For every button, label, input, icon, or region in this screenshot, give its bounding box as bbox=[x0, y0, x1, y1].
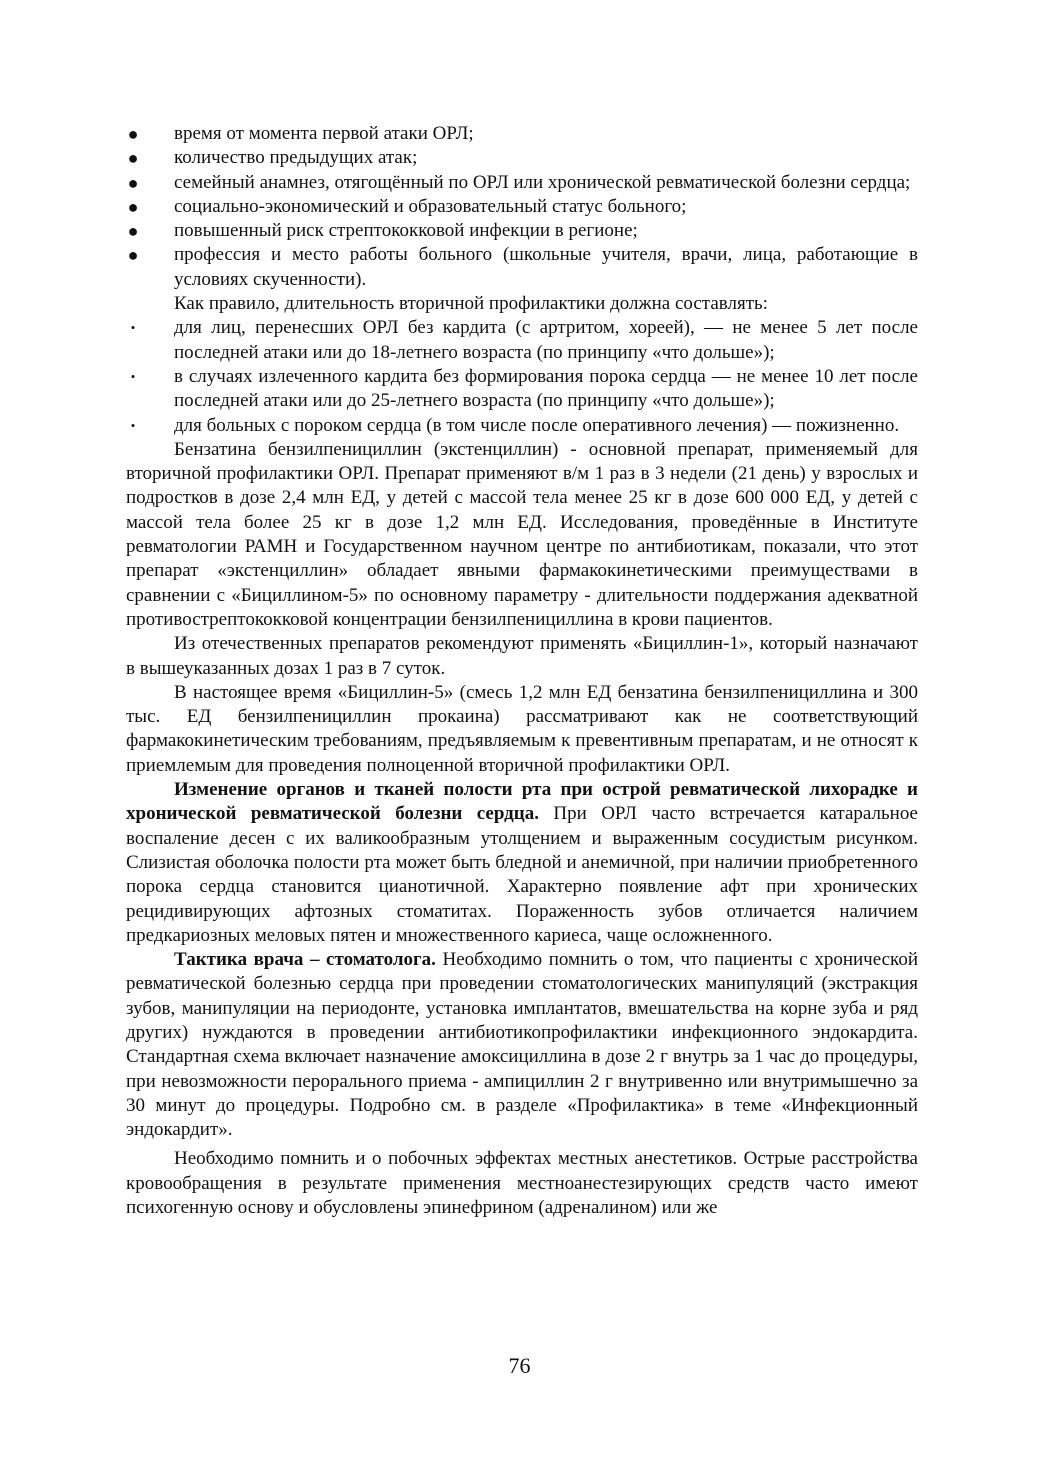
section-heading: Изменение органов и тканей полости рта при острой ревматической лихорадке и хронической ревматической болезни сердца. bbox=[126, 779, 918, 825]
paragraph-benzatin: Бензатина бензилпенициллин (экстенциллин) - основной препарат, применяемый для вторичной профилактики ОРЛ. Препарат применяют в/м 1 раз в 3 недели (21 день) у взрослых и подростков в дозе 2,4 млн ЕД, у детей с массой тела менее 25 кг в дозе 600 000 ЕД, у детей с массой тела более 25 кг в дозе 1,2 млн ЕД. Исследования, проведённые в Институте ревматологии РАМН и Государственном научном центре по антибиотикам, показали, что этот препарат «экстенциллин» обладает явными фармакокинетическими преимуществами в сравнении с «Бициллином-5» по основному параметру - длительности поддержания адекватной противострептококковой концентрации бензилпенициллина в крови пациентов. bbox=[126, 438, 918, 630]
bullet-icon: ● bbox=[127, 196, 139, 217]
list-item-text: повышенный риск стрептококковой инфекции в регионе; bbox=[174, 220, 638, 242]
list-item-text: для лиц, перенесших ОРЛ без кардита (с артритом, хореей), — не менее 5 лет после последней атаки или до 18-летнего возраста (по принципу «что дольше»); bbox=[174, 317, 918, 363]
list-item bbox=[126, 365, 918, 414]
bullet-icon: ● bbox=[127, 124, 139, 144]
paragraph-text: При ОРЛ часто встречается катаральное воспаление десен с их валикообразным утолщением и выраженным сосудистым рисунком. Слизистая оболочка полости рта может быть бледной и анемичной, при наличии приобретенного порока сердца становится цианотичной. Характерно появление афт при хронических рецидивирующих афтозных стоматитах. Пораженность зубов отличается наличием предкариозных меловых пятен и множественного кариеса, чаще осложненного. bbox=[126, 803, 918, 946]
list-item-text: профессия и место работы больного (школьные учителя, врачи, лица, работающие в условиях скученности). bbox=[174, 244, 918, 290]
list-item-text: в случаях излеченного кардита без формирования порока сердца — не менее 10 лет после последней атаки или до 25-летнего возраста (по принципу «что дольше»); bbox=[174, 365, 918, 412]
paragraph-anesthetics: Необходимо помнить и о побочных эффектах местных анестетиков. Острые расстройства кровообращения в результате применения местноанестезирующих средств часто имеют психогенную основу и обусловлены эпинефрином (адреналином) или же bbox=[126, 1148, 918, 1219]
paragraph-bicillin5: В настоящее время «Бициллин-5» (смесь 1,2 млн ЕД бензатина бензилпенициллина и 300 тыс. ЕД бензилпенициллин прокаина) рассматривают как не соответствующий фармакокинетическим требованиям, предъявляемым к превентивным препаратам, и не относят к приемлемым для проведения полноценной вторичной профилактики ОРЛ. bbox=[126, 681, 918, 776]
list-item bbox=[126, 171, 918, 195]
paragraph-domestic: Из отечественных препаратов рекомендуют применять «Бициллин-1», который назначают в вышеуказанных дозах 1 раз в 7 суток. bbox=[126, 633, 918, 679]
bullet-icon: ● bbox=[127, 245, 139, 266]
list-item-text: для больных с пороком сердца (в том числе после оперативного лечения) — пожизненно. bbox=[174, 414, 900, 436]
list-item bbox=[126, 243, 918, 292]
list-intro: Как правило, длительность вторичной профилактики должна составлять: bbox=[174, 293, 768, 315]
bullet-icon: • bbox=[130, 417, 136, 433]
page-body bbox=[126, 122, 918, 1220]
paragraph-dentist-tactics bbox=[126, 948, 918, 1142]
list-item bbox=[126, 316, 918, 365]
list-item bbox=[126, 219, 918, 243]
paragraph-oral-changes bbox=[126, 778, 918, 948]
paragraph-text: Необходимо помнить о том, что пациенты с хронической ревматической болезнью сердца при проведении стоматологических манипуляций (экстракция зубов, манипуляции на периодонте, установка имплантатов, вмешательства на корне зуба и ряд других) нуждаются в проведении антибиотикопрофилактики инфекционного эндокардита. Стандартная схема включает назначение амоксициллина в дозе 2 г внутрь за 1 час до процедуры, при невозможности перорального приема - ампициллин 2 г внутривенно или внутримышечно за 30 минут до процедуры. Подробно см. в разделе «Профилактика» в теме «Инфекционный эндокардит». bbox=[126, 949, 918, 1141]
list-item-text: социально-экономический и образовательный статус больного; bbox=[174, 195, 687, 217]
list-item bbox=[126, 414, 918, 438]
list-item bbox=[126, 146, 918, 170]
section-heading: Тактика врача – стоматолога. bbox=[174, 949, 436, 971]
bullet-icon: ● bbox=[127, 148, 139, 169]
bullet-icon: • bbox=[130, 320, 136, 336]
bullet-icon: ● bbox=[127, 221, 139, 242]
list-item-text: семейный анамнез, отягощённый по ОРЛ или хронической ревматической болезни сердца; bbox=[174, 171, 911, 193]
bullet-icon: • bbox=[130, 368, 136, 384]
bullet-icon: ● bbox=[127, 172, 139, 193]
list-item bbox=[126, 122, 918, 146]
list-item-text: время от момента первой атаки ОРЛ; bbox=[174, 123, 474, 144]
page-number: 76 bbox=[508, 1353, 531, 1378]
list-item-text: количество предыдущих атак; bbox=[174, 147, 418, 169]
list-item bbox=[126, 195, 918, 219]
